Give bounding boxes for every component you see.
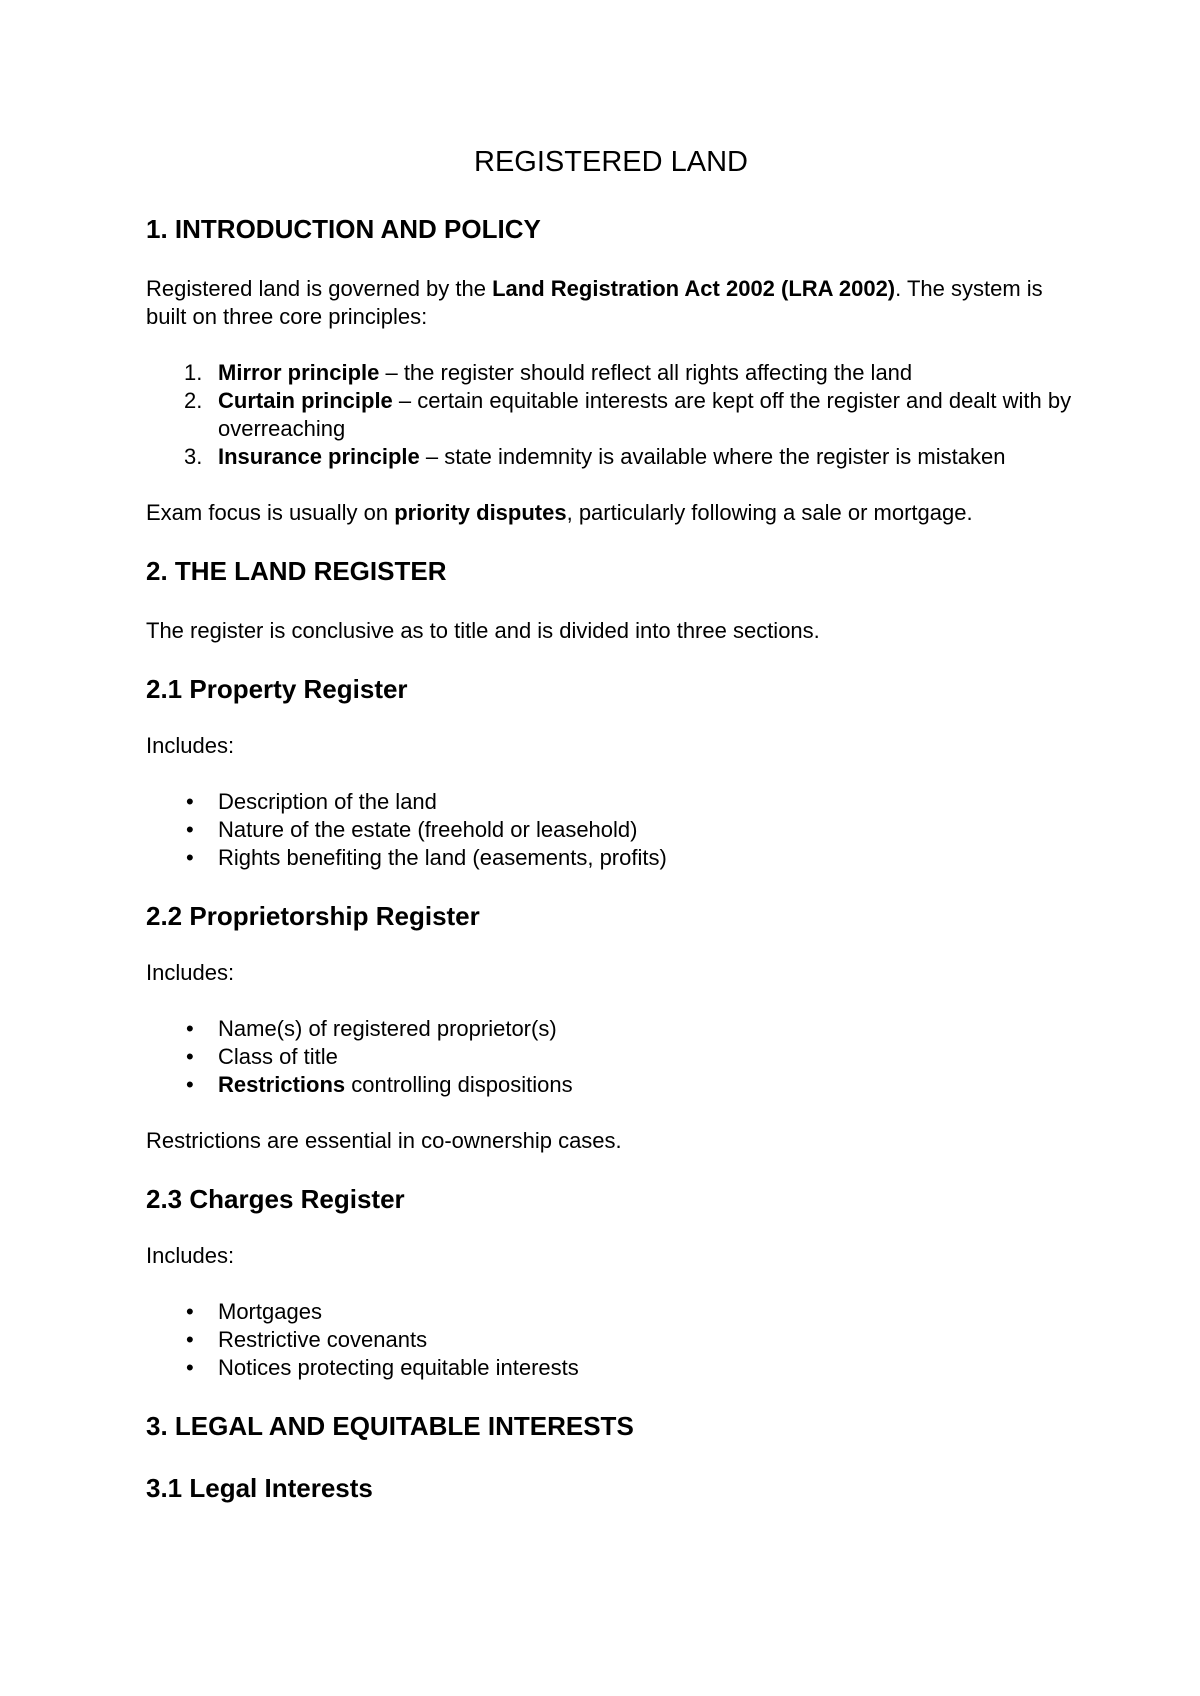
bullet-icon: • bbox=[186, 1072, 194, 1097]
exam-focus-paragraph bbox=[146, 499, 1076, 527]
principle-text: – state indemnity is available where the register is mistaken bbox=[419, 444, 1006, 469]
charges-register-list bbox=[146, 1298, 1076, 1382]
document-title: REGISTERED LAND bbox=[474, 146, 748, 178]
principles-list bbox=[146, 359, 1076, 471]
bullet-icon: • bbox=[186, 1299, 194, 1324]
list-item: • Restrictions controlling dispositions bbox=[186, 1072, 573, 1097]
list-item bbox=[146, 359, 1076, 387]
section-3-heading: 3. LEGAL AND EQUITABLE INTERESTS bbox=[146, 1411, 634, 1441]
restrictions-note: Restrictions are essential in co-ownership cases. bbox=[146, 1128, 622, 1153]
list-item bbox=[146, 387, 1076, 443]
includes-label: Includes: bbox=[146, 1243, 235, 1268]
principle-name: Insurance principle bbox=[218, 444, 420, 469]
principle-text: – the register should reflect all rights affecting the land bbox=[379, 360, 913, 385]
exam-focus-bold: priority disputes bbox=[394, 500, 567, 525]
bullet-icon: • bbox=[186, 1044, 194, 1069]
proprietorship-register-list bbox=[146, 1015, 1076, 1099]
bullet-icon: • bbox=[186, 1355, 194, 1380]
section-1-heading: 1. INTRODUCTION AND POLICY bbox=[146, 214, 541, 244]
list-number: 2. bbox=[184, 388, 203, 413]
intro-act-name: Land Registration Act 2002 (LRA 2002) bbox=[492, 276, 896, 301]
list-item bbox=[146, 443, 1076, 471]
list-number: 1. bbox=[184, 360, 203, 385]
bullet-icon: • bbox=[186, 789, 194, 814]
list-number: 3. bbox=[184, 444, 203, 469]
list-item: • Nature of the estate (freehold or leasehold) bbox=[186, 817, 638, 842]
list-item: • Notices protecting equitable interests bbox=[186, 1355, 579, 1380]
includes-label: Includes: bbox=[146, 733, 235, 758]
intro-paragraph bbox=[146, 275, 1076, 331]
intro-text-start: Registered land is governed by the bbox=[146, 276, 493, 301]
list-item: • Mortgages bbox=[186, 1299, 322, 1324]
bullet-icon: • bbox=[186, 1327, 194, 1352]
includes-label: Includes: bbox=[146, 960, 235, 985]
principle-text: – certain equitable interests are kept off the register and dealt with by overreaching bbox=[218, 388, 1072, 441]
property-register-heading: 2.1 Property Register bbox=[146, 674, 408, 704]
bullet-icon: • bbox=[186, 817, 194, 842]
charges-register-heading: 2.3 Charges Register bbox=[146, 1184, 405, 1214]
proprietorship-register-heading: 2.2 Proprietorship Register bbox=[146, 901, 480, 931]
legal-interests-heading: 3.1 Legal Interests bbox=[146, 1473, 373, 1503]
exam-text-start: Exam focus is usually on bbox=[146, 500, 395, 525]
restrictions-bold: Restrictions bbox=[218, 1072, 346, 1097]
register-intro-paragraph: The register is conclusive as to title and is divided into three sections. bbox=[146, 618, 820, 643]
principle-name: Curtain principle bbox=[218, 388, 393, 413]
bullet-icon: • bbox=[186, 845, 194, 870]
bullet-icon: • bbox=[186, 1016, 194, 1041]
principle-name: Mirror principle bbox=[218, 360, 380, 385]
list-item: • Description of the land bbox=[186, 789, 437, 814]
list-item: • Rights benefiting the land (easements, profits) bbox=[186, 845, 667, 870]
property-register-list bbox=[146, 788, 1076, 872]
document-body bbox=[146, 144, 1076, 1531]
list-item: • Class of title bbox=[186, 1044, 338, 1069]
exam-text-end: , particularly following a sale or mortgage. bbox=[566, 500, 973, 525]
list-item: • Restrictive covenants bbox=[186, 1327, 428, 1352]
intro-text-end: . The system is built on three core principles: bbox=[146, 276, 1043, 329]
section-2-heading: 2. THE LAND REGISTER bbox=[146, 556, 447, 586]
list-item: • Name(s) of registered proprietor(s) bbox=[186, 1016, 557, 1041]
